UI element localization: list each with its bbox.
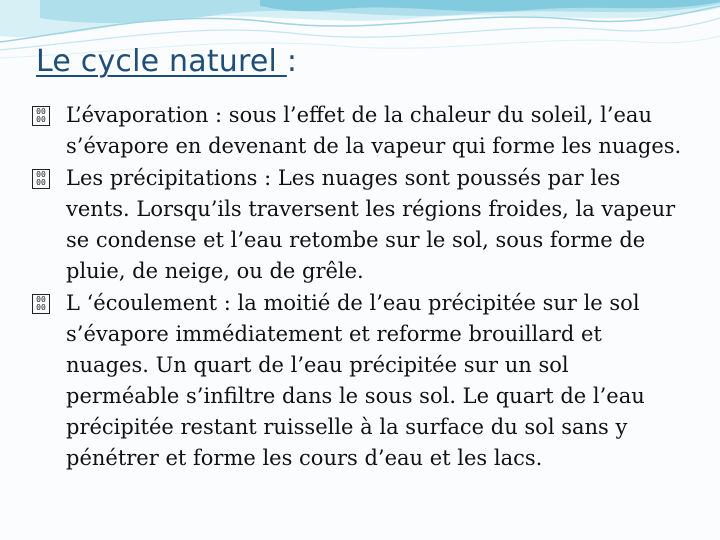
- bullet-text: L ‘écoulement : la moitié de l’eau précipitée sur le sol s’évapore immédiatement et reforme brouillard et nuages. Un quart de l’eau précipitée sur un sol perméable s’infiltre dans le sous sol. Le quart de l’eau précipitée restant ruisselle à la surface du sol sans y pénétrer et forme les cours d’eau et les lacs.: [66, 291, 645, 470]
- bullet-item-evaporation: [32, 100, 682, 162]
- title-text: Le cycle naturel: [36, 44, 287, 79]
- bullet-text: Les précipitations : Les nuages sont poussés par les vents. Lorsqu’ils traversent les régions froides, la vapeur se condense et l’eau retombe sur le sol, sous forme de pluie, de neige, ou de grêle.: [66, 166, 676, 283]
- missing-glyph-box-icon: 00 00: [32, 169, 50, 189]
- missing-glyph-box-icon: 00 00: [32, 106, 50, 126]
- bullet-text: L’évaporation : sous l’effet de la chaleur du soleil, l’eau s’évapore en devenant de la vapeur qui forme les nuages.: [66, 103, 682, 158]
- missing-glyph-box-icon: 00 00: [32, 294, 50, 314]
- title-colon: :: [286, 44, 298, 79]
- slide-title: [36, 44, 297, 79]
- bullet-item-precipitations: [32, 163, 682, 287]
- bullet-item-ecoulement: [32, 288, 682, 474]
- bullet-list: [32, 100, 682, 475]
